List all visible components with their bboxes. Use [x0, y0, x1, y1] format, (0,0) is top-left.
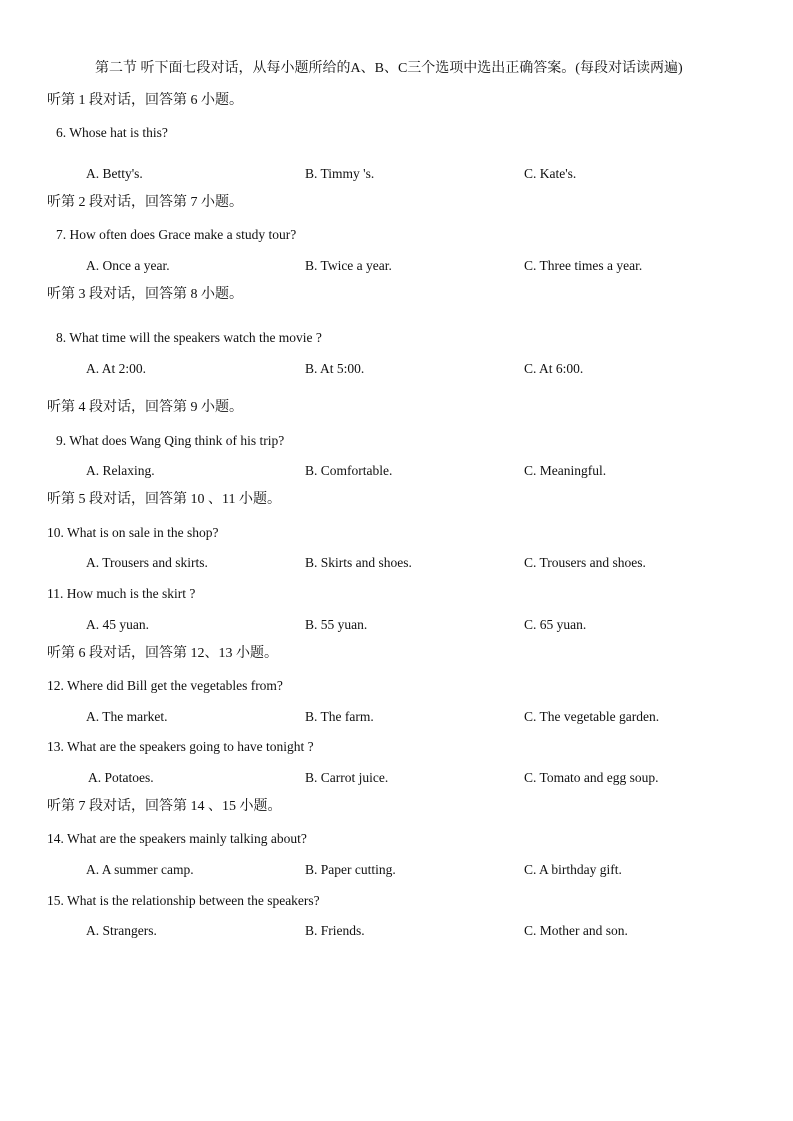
option-b: B. Friends. [305, 923, 365, 938]
section-header: 第二节 听下面七段对话，从每小题所给的A、B、C三个选项中选出正确答案。(每段对话读两遍) [95, 61, 683, 76]
option-a: A. The market. [86, 709, 168, 724]
question-text: 6. Whose hat is this? [56, 125, 168, 140]
option-a: A. Trousers and skirts. [86, 555, 208, 570]
option-b: B. 55 yuan. [305, 617, 368, 632]
option-c: C. The vegetable garden. [524, 709, 660, 724]
dialogue-prompt: 听第 5 段对话，回答第 10 、11 小题。 [47, 492, 281, 507]
option-b: B. At 5:00. [305, 361, 365, 376]
option-c: C. Three times a year. [524, 258, 643, 273]
option-c: C. 65 yuan. [524, 617, 587, 632]
option-a: A. Potatoes. [88, 770, 154, 785]
option-b: B. The farm. [305, 709, 374, 724]
dialogue-prompt: 听第 7 段对话，回答第 14 、15 小题。 [47, 799, 282, 814]
dialogue-prompt: 听第 2 段对话，回答第 7 小题。 [47, 195, 243, 210]
dialogue-prompt: 听第 4 段对话，回答第 9 小题。 [47, 400, 243, 415]
option-a: A. 45 yuan. [86, 617, 149, 632]
dialogue-prompt: 听第 3 段对话，回答第 8 小题。 [47, 287, 243, 302]
option-c: C. Trousers and shoes. [524, 555, 646, 570]
option-a: A. At 2:00. [86, 361, 147, 376]
question-text: 9. What does Wang Qing think of his trip? [56, 433, 285, 448]
option-c: C. Meaningful. [524, 463, 607, 478]
option-a: A. Once a year. [86, 258, 170, 273]
dialogue-prompt: 听第 6 段对话，回答第 12、13 小题。 [47, 646, 278, 661]
option-b: B. Comfortable. [305, 463, 393, 478]
option-c: C. Mother and son. [524, 923, 628, 938]
question-text: 8. What time will the speakers watch the movie ? [56, 330, 322, 345]
option-a: A. Betty's. [86, 166, 143, 181]
option-c: C. Tomato and egg soup. [524, 770, 659, 785]
option-a: A. A summer camp. [86, 862, 194, 877]
option-b: B. Skirts and shoes. [305, 555, 412, 570]
option-a: A. Relaxing. [86, 463, 155, 478]
question-text: 13. What are the speakers going to have tonight ? [47, 739, 314, 754]
option-c: C. At 6:00. [524, 361, 584, 376]
option-a: A. Strangers. [86, 923, 157, 938]
option-c: C. Kate's. [524, 166, 577, 181]
option-c: C. A birthday gift. [524, 862, 622, 877]
question-text: 11. How much is the skirt ? [47, 586, 196, 601]
dialogue-prompt: 听第 1 段对话，回答第 6 小题。 [47, 93, 243, 108]
question-text: 15. What is the relationship between the speakers? [47, 893, 320, 908]
question-text: 14. What are the speakers mainly talking about? [47, 831, 307, 846]
question-text: 7. How often does Grace make a study tour? [56, 227, 297, 242]
option-b: B. Timmy 's. [305, 166, 375, 181]
option-b: B. Carrot juice. [305, 770, 389, 785]
question-text: 12. Where did Bill get the vegetables from? [47, 678, 283, 693]
option-b: B. Paper cutting. [305, 862, 396, 877]
option-b: B. Twice a year. [305, 258, 392, 273]
question-text: 10. What is on sale in the shop? [47, 525, 219, 540]
